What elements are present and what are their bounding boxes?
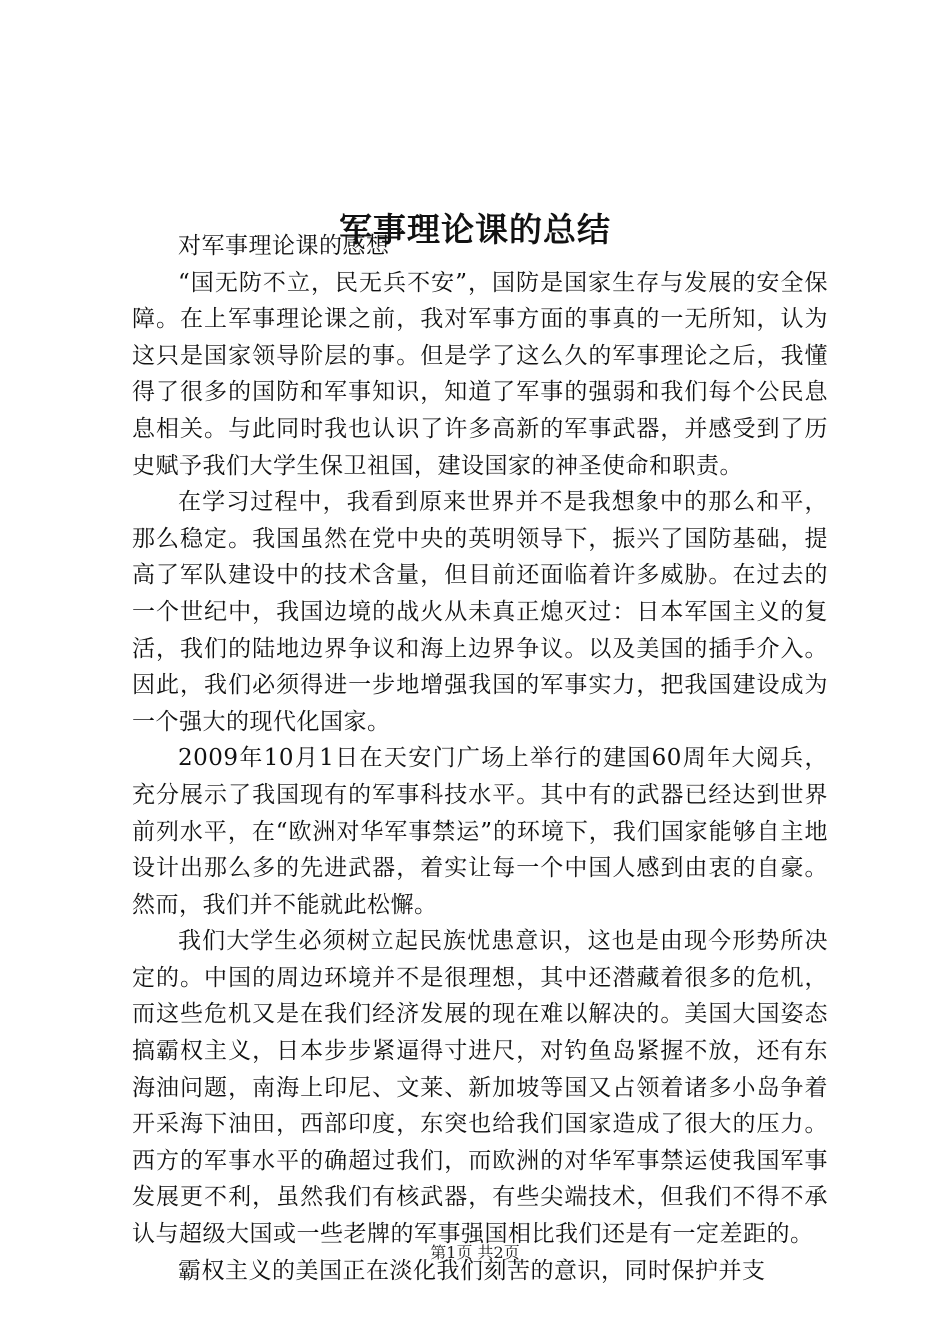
paragraph-4: 我们大学生必须树立起民族忧患意识，这也是由现今形势所决定的。中国的周边环境并不是很理想，其中还潜藏着很多的危机，而这些危机又是在我们经济发展的现在难以解决的。美国大国姿态搞霸权主义，日本步步紧逼得寸进尺，对钓鱼岛紧握不放，还有东海油问题，南海上印尼、文莱、新加坡等国又占领着诸多小岛争着开采海下油田，西部印度，东突也给我们国家造成了很大的压力。西方的军事水平的确超过我们，而欧洲的对华军事禁运使我国军事发展更不利，虽然我们有核武器，有些尖端技术，但我们不得不承认与超级大国或一些老牌的军事强国相比我们还是有一定差距的。: [132, 928, 828, 1248]
document-body: [132, 228, 828, 1289]
document-subtitle: 对军事理论课的感想: [178, 233, 390, 259]
paragraph-3: 2009年10月1日在天安门广场上举行的建国60周年大阅兵，充分展示了我国现有的军事科技水平。其中有的武器已经达到世界前列水平，在“欧洲对华军事禁运”的环境下，我们国家能够自主地设计出那么多的先进武器，着实让每一个中国人感到由衷的自豪。然而，我们并不能就此松懈。: [132, 745, 828, 918]
document-title: 军事理论课的总结: [339, 210, 611, 250]
paragraph-1: “国无防不立，民无兵不安”，国防是国家生存与发展的安全保障。在上军事理论课之前，我对军事方面的事真的一无所知，认为这只是国家领导阶层的事。但是学了这么久的军事理论之后，我懂得了很多的国防和军事知识，知道了军事的强弱和我们每个公民息息相关。与此同时我也认识了许多高新的军事武器，并感受到了历史赋予我们大学生保卫祖国，建设国家的神圣使命和职责。: [132, 269, 828, 479]
paragraph-2: 在学习过程中，我看到原来世界并不是我想象中的那么和平，那么稳定。我国虽然在党中央的英明领导下，振兴了国防基础，提高了军队建设中的技术含量，但目前还面临着许多威胁。在过去的一个世纪中，我国边境的战火从未真正熄灭过：日本军国主义的复活，我们的陆地边界争议和海上边界争议。以及美国的插手介入。因此，我们必须得进一步地增强我国的军事实力，把我国建设成为一个强大的现代化国家。: [132, 489, 828, 735]
paragraph-5: 霸权主义的美国正在淡化我们刻苦的意识，同时保护并支: [178, 1257, 766, 1284]
page-number-footer: 第1页 共2页: [430, 1243, 520, 1262]
